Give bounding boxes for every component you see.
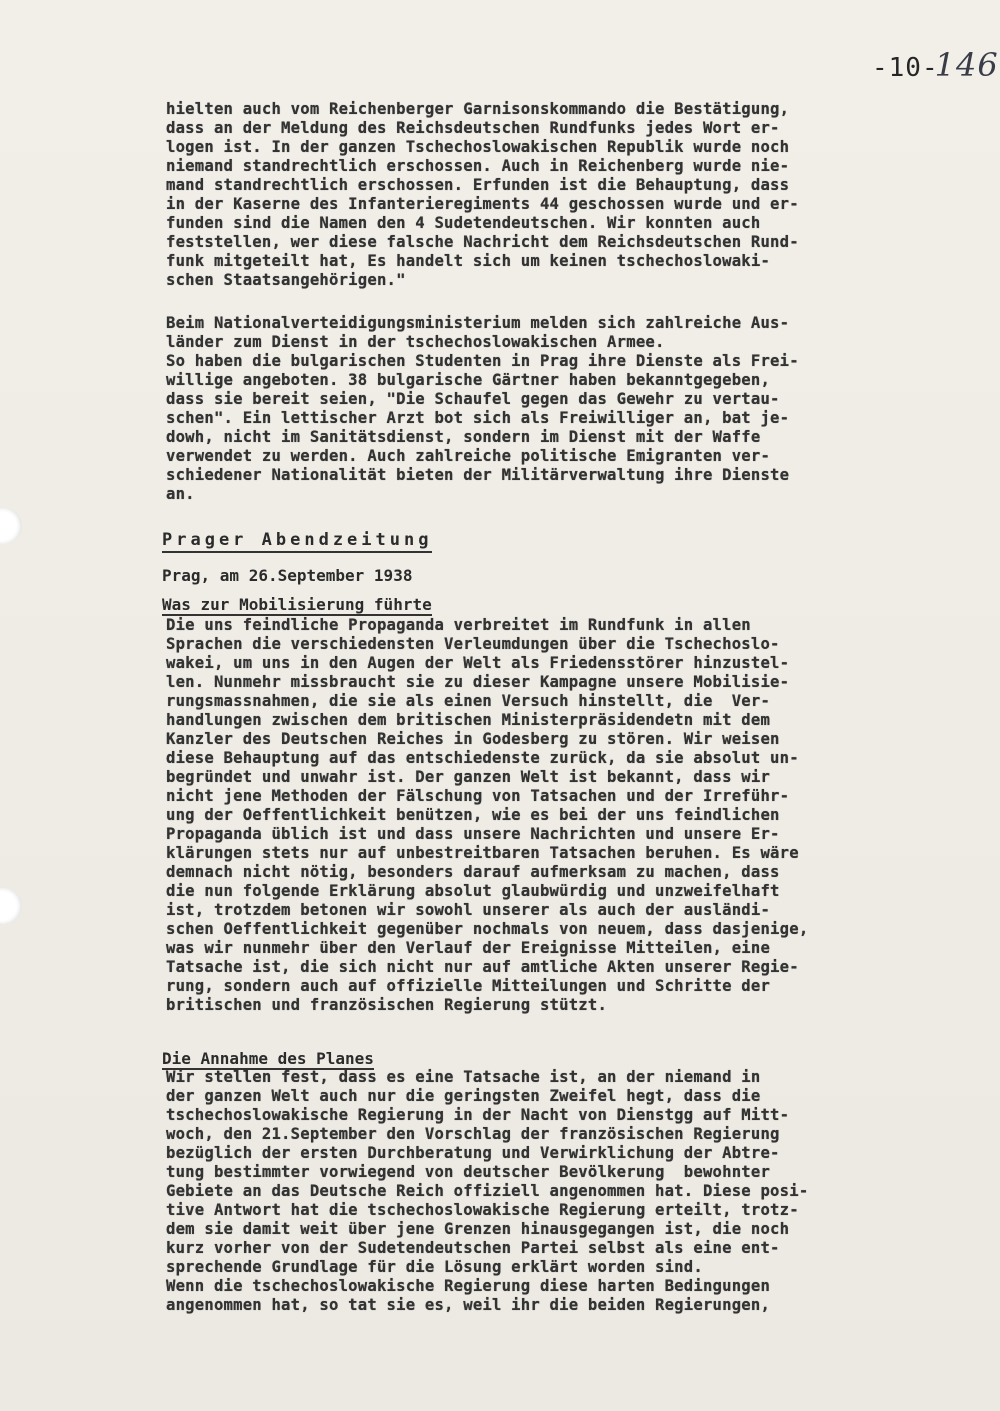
text-line: dass sie bereit seien, "Die Schaufel gegen das Gewehr zu vertau- — [166, 390, 780, 408]
text-line: ung der Oeffentlichkeit benützen, wie es bei der uns feindlichen — [166, 806, 780, 824]
section-heading: Prager Abendzeitung — [162, 530, 432, 553]
text-line: verwendet zu werden. Auch zahlreiche politische Emigranten ver- — [166, 447, 771, 465]
text-line: handlungen zwischen dem britischen Ministerpräsidendetn mit dem — [166, 711, 771, 729]
text-line: in der Kaserne des Infanterieregiments 44 geschossen wurde und er- — [166, 195, 799, 213]
text-line: niemand standrechtlich erschossen. Auch in Reichenberg wurde nie- — [166, 157, 790, 175]
text-line: bezüglich der ersten Durchberatung und Verwirklichung der Abtre- — [166, 1144, 780, 1162]
text-line: klärungen stets nur auf unbestreitbaren Tatsachen beruhen. Es wäre — [166, 844, 799, 862]
text-line: hielten auch vom Reichenberger Garnisonskommando die Bestätigung, — [166, 100, 790, 118]
text-line: tive Antwort hat die tschechoslowakische Regierung erteilt, trotz- — [166, 1201, 799, 1219]
text-line: len. Nunmehr missbraucht sie zu dieser Kampagne unsere Mobilisie- — [166, 673, 790, 691]
text-line: dem sie damit weit über jene Grenzen hinausgegangen ist, die noch — [166, 1220, 790, 1238]
text-line: Kanzler des Deutschen Reiches in Godesberg zu stören. Wir weisen — [166, 730, 780, 748]
text-line: So haben die bulgarischen Studenten in Prag ihre Dienste als Frei- — [166, 352, 799, 370]
text-line: tung bestimmter vorwiegend von deutscher Bevölkerung bewohnter — [166, 1163, 771, 1181]
text-line: Wenn die tschechoslowakische Regierung diese harten Bedingungen — [166, 1277, 771, 1295]
text-line: Propaganda üblich ist und dass unsere Nachrichten und unsere Er- — [166, 825, 780, 843]
text-line: rungsmassnahmen, die sie als einen Versuch hinstellt, die Ver- — [166, 692, 771, 710]
text-line: länder zum Dienst in der tschechoslowakischen Armee. — [166, 333, 665, 351]
paragraph-3 — [166, 616, 986, 1015]
subheading-mobilisierung: Was zur Mobilisierung führte — [162, 595, 432, 614]
text-line: schiedener Nationalität bieten der Militärverwaltung ihre Dienste — [166, 466, 790, 484]
subheading-annahme: Die Annahme des Planes — [162, 1049, 374, 1068]
text-line: Gebiete an das Deutsche Reich offiziell angenommen hat. Diese posi- — [166, 1182, 809, 1200]
text-line: demnach nicht nötig, besonders darauf aufmerksam zu machen, dass — [166, 863, 780, 881]
text-line: rung, sondern auch auf offizielle Mitteilungen und Schritte der — [166, 977, 771, 995]
text-line: nicht jene Methoden der Fälschung von Tatsachen und der Irreführ- — [166, 787, 790, 805]
text-line: Sprachen die verschiedensten Verleumdungen über die Tschechoslo- — [166, 635, 780, 653]
text-line: dass an der Meldung des Reichsdeutschen Rundfunks jedes Wort er- — [166, 119, 780, 137]
text-line: woch, den 21.September den Vorschlag der französischen Regierung — [166, 1125, 780, 1143]
text-line: kurz vorher von der Sudetendeutschen Partei selbst als eine ent- — [166, 1239, 780, 1257]
text-line: dowh, nicht im Sanitätsdienst, sondern im Dienst mit der Waffe — [166, 428, 761, 446]
punch-hole — [0, 508, 22, 544]
text-line: schen Oeffentlichkeit gegenüber nochmals von neuem, dass dasjenige, — [166, 920, 809, 938]
page-number: -10-146 — [872, 46, 999, 84]
text-line: was wir nunmehr über den Verlauf der Ereignisse Mitteilen, eine — [166, 939, 771, 957]
text-line: tschechoslowakische Regierung in der Nacht von Dienstgg auf Mitt- — [166, 1106, 790, 1124]
text-line: angenommen hat, so tat sie es, weil ihr die beiden Regierungen, — [166, 1296, 771, 1314]
text-line: funden sind die Namen den 4 Sudetendeutschen. Wir konnten auch — [166, 214, 761, 232]
text-line: schen Staatsangehörigen." — [166, 271, 406, 289]
paragraph-1 — [166, 100, 986, 290]
handwritten-folio-number: 146 — [934, 46, 999, 84]
text-line: sprechende Grundlage für die Lösung erklärt worden sind. — [166, 1258, 703, 1276]
text-line: logen ist. In der ganzen Tschechoslowakischen Republik wurde noch — [166, 138, 790, 156]
text-line: Beim Nationalverteidigungsministerium melden sich zahlreiche Aus- — [166, 314, 790, 332]
dateline: Prag, am 26.September 1938 — [162, 566, 413, 585]
text-line: diese Behauptung auf das entschiedenste zurück, da sie absolut un- — [166, 749, 799, 767]
text-line: Die uns feindliche Propaganda verbreitet im Rundfunk in allen — [166, 616, 751, 634]
text-line: mand standrechtlich erschossen. Erfunden ist die Behauptung, dass — [166, 176, 790, 194]
text-line: wakei, um uns in den Augen der Welt als Friedensstörer hinzustel- — [166, 654, 790, 672]
punch-hole — [0, 888, 22, 924]
text-line: Wir stellen fest, dass es eine Tatsache ist, an der niemand in — [166, 1068, 761, 1086]
paragraph-4 — [166, 1068, 986, 1315]
text-line: Tatsache ist, die sich nicht nur auf amtliche Akten unserer Regie- — [166, 958, 799, 976]
text-line: der ganzen Welt auch nur die geringsten Zweifel hegt, dass die — [166, 1087, 761, 1105]
text-line: willige angeboten. 38 bulgarische Gärtner haben bekanntgegeben, — [166, 371, 771, 389]
text-line: an. — [166, 485, 195, 503]
text-line: ist, trotzdem betonen wir sowohl unserer als auch der ausländi- — [166, 901, 771, 919]
text-line: funk mitgeteilt hat, Es handelt sich um keinen tschechoslowaki- — [166, 252, 771, 270]
text-line: feststellen, wer diese falsche Nachricht dem Reichsdeutschen Rund- — [166, 233, 799, 251]
text-line: die nun folgende Erklärung absolut glaubwürdig und unzweifelhaft — [166, 882, 780, 900]
paragraph-2 — [166, 314, 986, 504]
text-line: begründet und unwahr ist. Der ganzen Welt ist bekannt, dass wir — [166, 768, 771, 786]
text-line: britischen und französischen Regierung stützt. — [166, 996, 608, 1014]
text-line: schen". Ein lettischer Arzt bot sich als Freiwilliger an, bat je- — [166, 409, 790, 427]
